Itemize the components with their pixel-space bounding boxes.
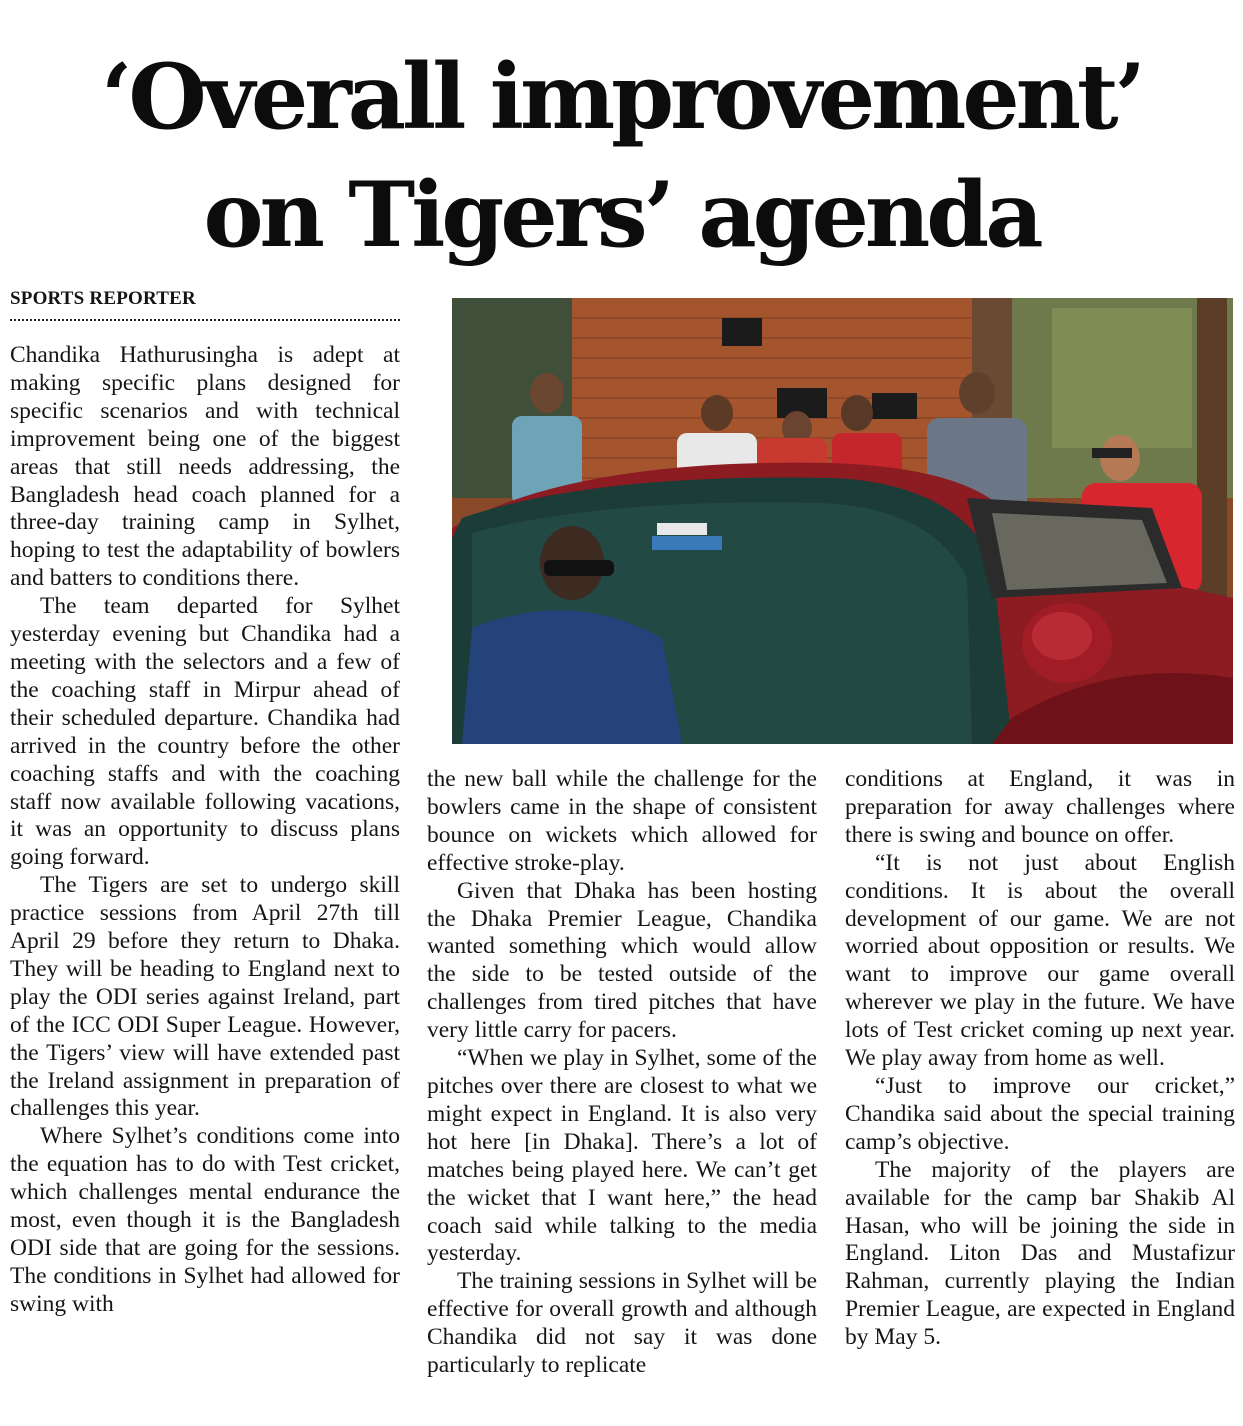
article-column-3 [845,766,1235,1352]
byline: SPORTS REPORTER [10,288,400,321]
paragraph: Given that Dhaka has been hosting the Dhaka Premier League, Chandika wanted something which would allow the side to be tested outside of the challenges from tired pitches that have very little carry for pacers. [427,877,817,1044]
paragraph: The majority of the players are available for the camp bar Shakib Al Hasan, who will be joining the side in England. Liton Das and Mustafizur Rahman, currently playing the Indian Premier League, are expected in England by May 5. [845,1156,1235,1351]
news-photo [452,298,1233,744]
headline-line-2: on Tigers’ agenda [203,162,1040,268]
paragraph: Where Sylhet’s conditions come into the equation has to do with Test cricket, which challenges mental endurance the most, even though it is the Bangladesh ODI side that are going for the sessions. The conditions in Sylhet had allowed for swing with [10,1123,400,1317]
paragraph: the new ball while the challenge for the bowlers came in the shape of consistent bounce on wickets which allowed for effective stroke-play. [427,766,817,876]
paragraph: The training sessions in Sylhet will be effective for overall growth and although Chandika did not say it was done particularly to replicate [427,1268,817,1379]
headline [0,38,1243,274]
paragraph: Chandika Hathurusingha is adept at making specific plans designed for specific scenarios and with technical improvement being one of the biggest areas that still needs addressing, the Bangladesh head coach planned for a three-day training camp in Sylhet, hoping to test the adaptability of bowlers and batters to conditions there. [10,342,400,592]
paragraph: “Just to improve our cricket,” Chandika said about the special training camp’s objective. [845,1072,1235,1155]
paragraph: The team departed for Sylhet yesterday evening but Chandika had a meeting with the selectors and a few of the coaching staff in Mirpur ahead of their scheduled departure. Chandika had arrived in the country before the other coaching staffs and with the coaching staff now available following vacations, it was an opportunity to discuss plans going forward. [10,593,400,871]
paragraph: “It is not just about English conditions. It is about the overall development of our game. We are not worried about opposition or results. We want to improve our game overall wherever we play in the future. We have lots of Test cricket coming up next year. We play away from home as well. [845,849,1235,1072]
paragraph: “When we play in Sylhet, some of the pitches over there are closest to what we might expect in England. It is also very hot here [in Dhaka]. There’s a lot of matches being played here. We can’t get the wicket that I want here,” the head coach said while talking to the media yesterday. [427,1045,817,1267]
headline-line-1: ‘Overall improvement’ [101,44,1142,150]
paragraph: conditions at England, it was in preparation for away challenges where there is swing and bounce on offer. [845,766,1235,848]
article-column-1 [10,342,400,1319]
paragraph: The Tigers are set to undergo skill practice sessions from April 27th till April 29 before they return to Dhaka. They will be heading to England next to play the ODI series against Ireland, part of the ICC ODI Super League. However, the Tigers’ view will have extended past the Ireland assignment in preparation of challenges this year. [10,872,400,1122]
article-column-2 [427,766,817,1380]
